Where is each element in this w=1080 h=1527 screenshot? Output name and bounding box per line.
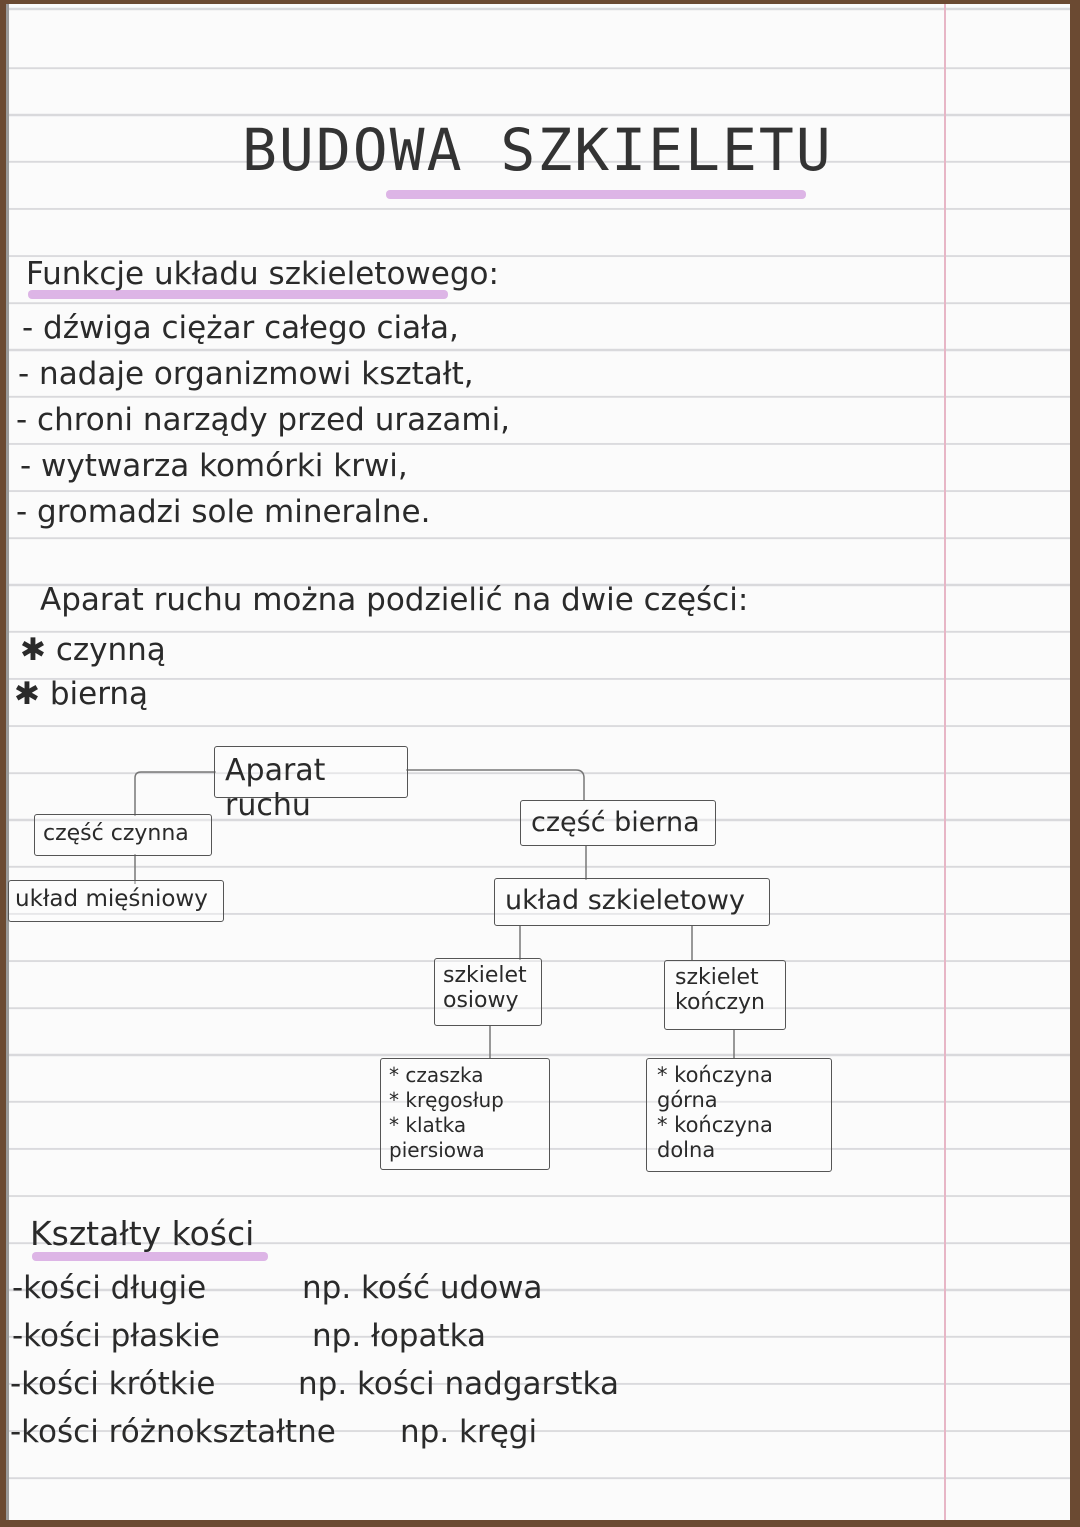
diagram-active-part — [34, 814, 212, 856]
root-label: Aparat ruchu — [225, 753, 326, 823]
diagram-muscle-system — [8, 880, 224, 922]
diagram-passive-part — [520, 800, 716, 846]
axial-item: * czaszka — [389, 1063, 484, 1087]
limb-item: * kończyna — [657, 1113, 773, 1137]
axial-label: osiowy — [443, 988, 519, 1013]
bone-example: np. kość udowa — [302, 1270, 543, 1306]
diagram-axial-items — [380, 1058, 550, 1170]
muscle-label: układ mięśniowy — [15, 886, 208, 912]
bone-example: np. łopatka — [312, 1318, 487, 1354]
function-item: - dźwiga ciężar całego ciała, — [22, 310, 459, 346]
diagram-limb-items — [646, 1058, 832, 1172]
limbs-label: kończyn — [675, 990, 765, 1015]
active-label: część czynna — [43, 821, 189, 846]
apparatus-sentence: Aparat ruchu można podzielić na dwie części: — [40, 582, 749, 618]
part-item: ✱ bierną — [14, 676, 149, 712]
functions-heading: Funkcje układu szkieletowego: — [26, 256, 499, 292]
limb-item: dolna — [657, 1138, 716, 1162]
diagram-limb-skeleton — [664, 960, 786, 1030]
limb-item: * kończyna — [657, 1063, 773, 1087]
shapes-highlight — [32, 1252, 268, 1261]
diagram-root — [214, 746, 408, 823]
limb-item: górna — [657, 1088, 718, 1112]
diagram-axial-skeleton — [434, 958, 542, 1026]
bone-example: np. kości nadgarstka — [298, 1366, 619, 1402]
page-title: BUDOWA SZKIELETU — [242, 116, 833, 184]
part-label: bierną — [49, 676, 149, 712]
bone-type: -kości płaskie — [12, 1318, 220, 1354]
passive-label: część bierna — [531, 807, 700, 838]
skeletal-label: układ szkieletowy — [505, 885, 745, 916]
function-item: - nadaje organizmowi kształt, — [18, 356, 474, 392]
function-item: - wytwarza komórki krwi, — [20, 448, 408, 484]
diagram-skeletal-system — [494, 878, 770, 926]
bone-type: -kości krótkie — [10, 1366, 216, 1402]
axial-label: szkielet — [443, 963, 527, 988]
bone-example: np. kręgi — [400, 1414, 538, 1450]
bone-type: -kości różnokształtne — [10, 1414, 336, 1450]
shapes-heading: Kształty kości — [30, 1214, 255, 1253]
axial-item: * kręgosłup — [389, 1088, 504, 1112]
function-item: - chroni narządy przed urazami, — [16, 402, 511, 438]
axial-item: * klatka — [389, 1113, 467, 1137]
limbs-label: szkielet — [675, 965, 759, 990]
notebook-page — [6, 4, 1070, 1520]
bone-type: -kości długie — [12, 1270, 207, 1306]
part-item: ✱ czynną — [20, 632, 166, 668]
part-label: czynną — [55, 632, 166, 668]
axial-item: piersiowa — [389, 1138, 485, 1162]
function-item: - gromadzi sole mineralne. — [16, 494, 431, 530]
